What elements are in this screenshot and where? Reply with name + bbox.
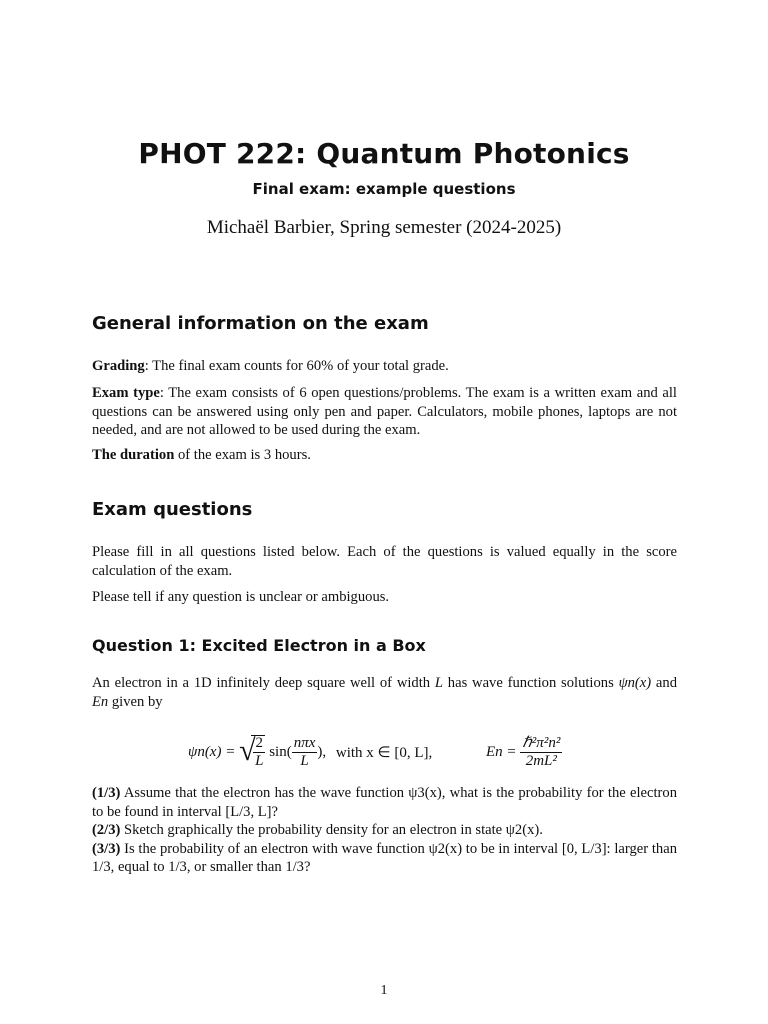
q1-part-2-text: Sketch graphically the probability density for an electron in state ψ2(x). — [120, 822, 543, 838]
document-subtitle: Final exam: example questions — [252, 180, 516, 198]
eq-E-numerator: ℏ²π²n² — [522, 735, 561, 751]
document-title: PHOT 222: Quantum Photonics — [138, 137, 630, 170]
q1-part-1-label: (1/3) — [92, 785, 121, 801]
eq-E-denominator: 2mL² — [525, 753, 557, 769]
q1-intro-a: An electron in a 1D infinitely deep square well of width — [92, 675, 435, 691]
duration-label: The duration — [92, 447, 175, 463]
exam-questions-intro-1: Please fill in all questions listed below. Each of the questions is valued equally in the score calculation of the exam. — [92, 544, 677, 579]
duration-paragraph — [92, 446, 677, 465]
eq-psi-lhs: ψn(x) = — [188, 744, 236, 760]
q1-E-n: En — [92, 693, 109, 710]
eq-sin: sin( — [269, 744, 292, 760]
grading-label: Grading — [92, 358, 145, 374]
q1-part-3-label: (3/3) — [92, 840, 121, 857]
eq-sqrt-denominator: L — [255, 753, 264, 769]
eq-sin-fraction — [292, 735, 318, 770]
exam-questions-heading: Exam questions — [92, 499, 253, 520]
q1-part-1-text: Assume that the electron has the wave function ψ3(x), what is the probability for the electron to be found in interval [L/3, L]? — [92, 785, 677, 820]
exam-type-paragraph — [92, 384, 677, 440]
q1-var-L: L — [434, 675, 443, 691]
eq-close: ), — [317, 744, 327, 760]
q1-intro-c: and — [651, 675, 677, 691]
eq-sqrt — [239, 735, 265, 770]
q1-part-1 — [92, 784, 677, 821]
page-number: 1 — [380, 983, 388, 998]
q1-part-3-text: Is the probability of an electron with wave function ψ2(x) to be in interval [0, L/3]: larger than 1/3, equal to 1/3, or smaller than 1/3? — [92, 840, 677, 875]
eq-sin-numerator: nπx — [293, 735, 316, 751]
question-1-parts — [92, 784, 677, 877]
question-1-heading: Question 1: Excited Electron in a Box — [92, 636, 426, 655]
question-1-equation — [0, 733, 768, 773]
q1-part-3 — [92, 840, 677, 877]
eq-sin-denominator: L — [300, 753, 309, 769]
eq-with: with x ∈ [0, L], — [335, 745, 433, 761]
q1-part-2 — [92, 821, 677, 840]
exam-type-text: : The exam consists of 6 open questions/problems. The exam is a written exam and all questions can be answered using only pen and paper. Calculators, mobile phones, laptops are not needed, and are not allowed to be used during the exam. — [92, 385, 677, 438]
q1-psi-n: ψn(x) — [618, 675, 652, 691]
general-info-heading: General information on the exam — [92, 313, 429, 334]
exam-questions-intro-2: Please tell if any question is unclear or ambiguous. — [92, 589, 390, 605]
q1-intro-b: has wave function solutions — [443, 675, 619, 691]
grading-paragraph — [92, 357, 677, 376]
eq-sqrt-numerator: 2 — [253, 735, 265, 753]
grading-text: : The final exam counts for 60% of your total grade. — [144, 358, 449, 374]
question-1-intro — [92, 674, 677, 711]
author-line: Michaël Barbier, Spring semester (2024-2025) — [206, 217, 562, 238]
sqrt-sign-icon: √ — [239, 734, 256, 767]
eq-E-lhs: En = — [486, 744, 517, 760]
duration-text: of the exam is 3 hours. — [174, 447, 311, 463]
q1-intro-d: given by — [108, 693, 163, 710]
eq-E-fraction — [520, 735, 562, 770]
exam-type-label: Exam type — [92, 385, 160, 401]
q1-part-2-label: (2/3) — [92, 822, 121, 838]
